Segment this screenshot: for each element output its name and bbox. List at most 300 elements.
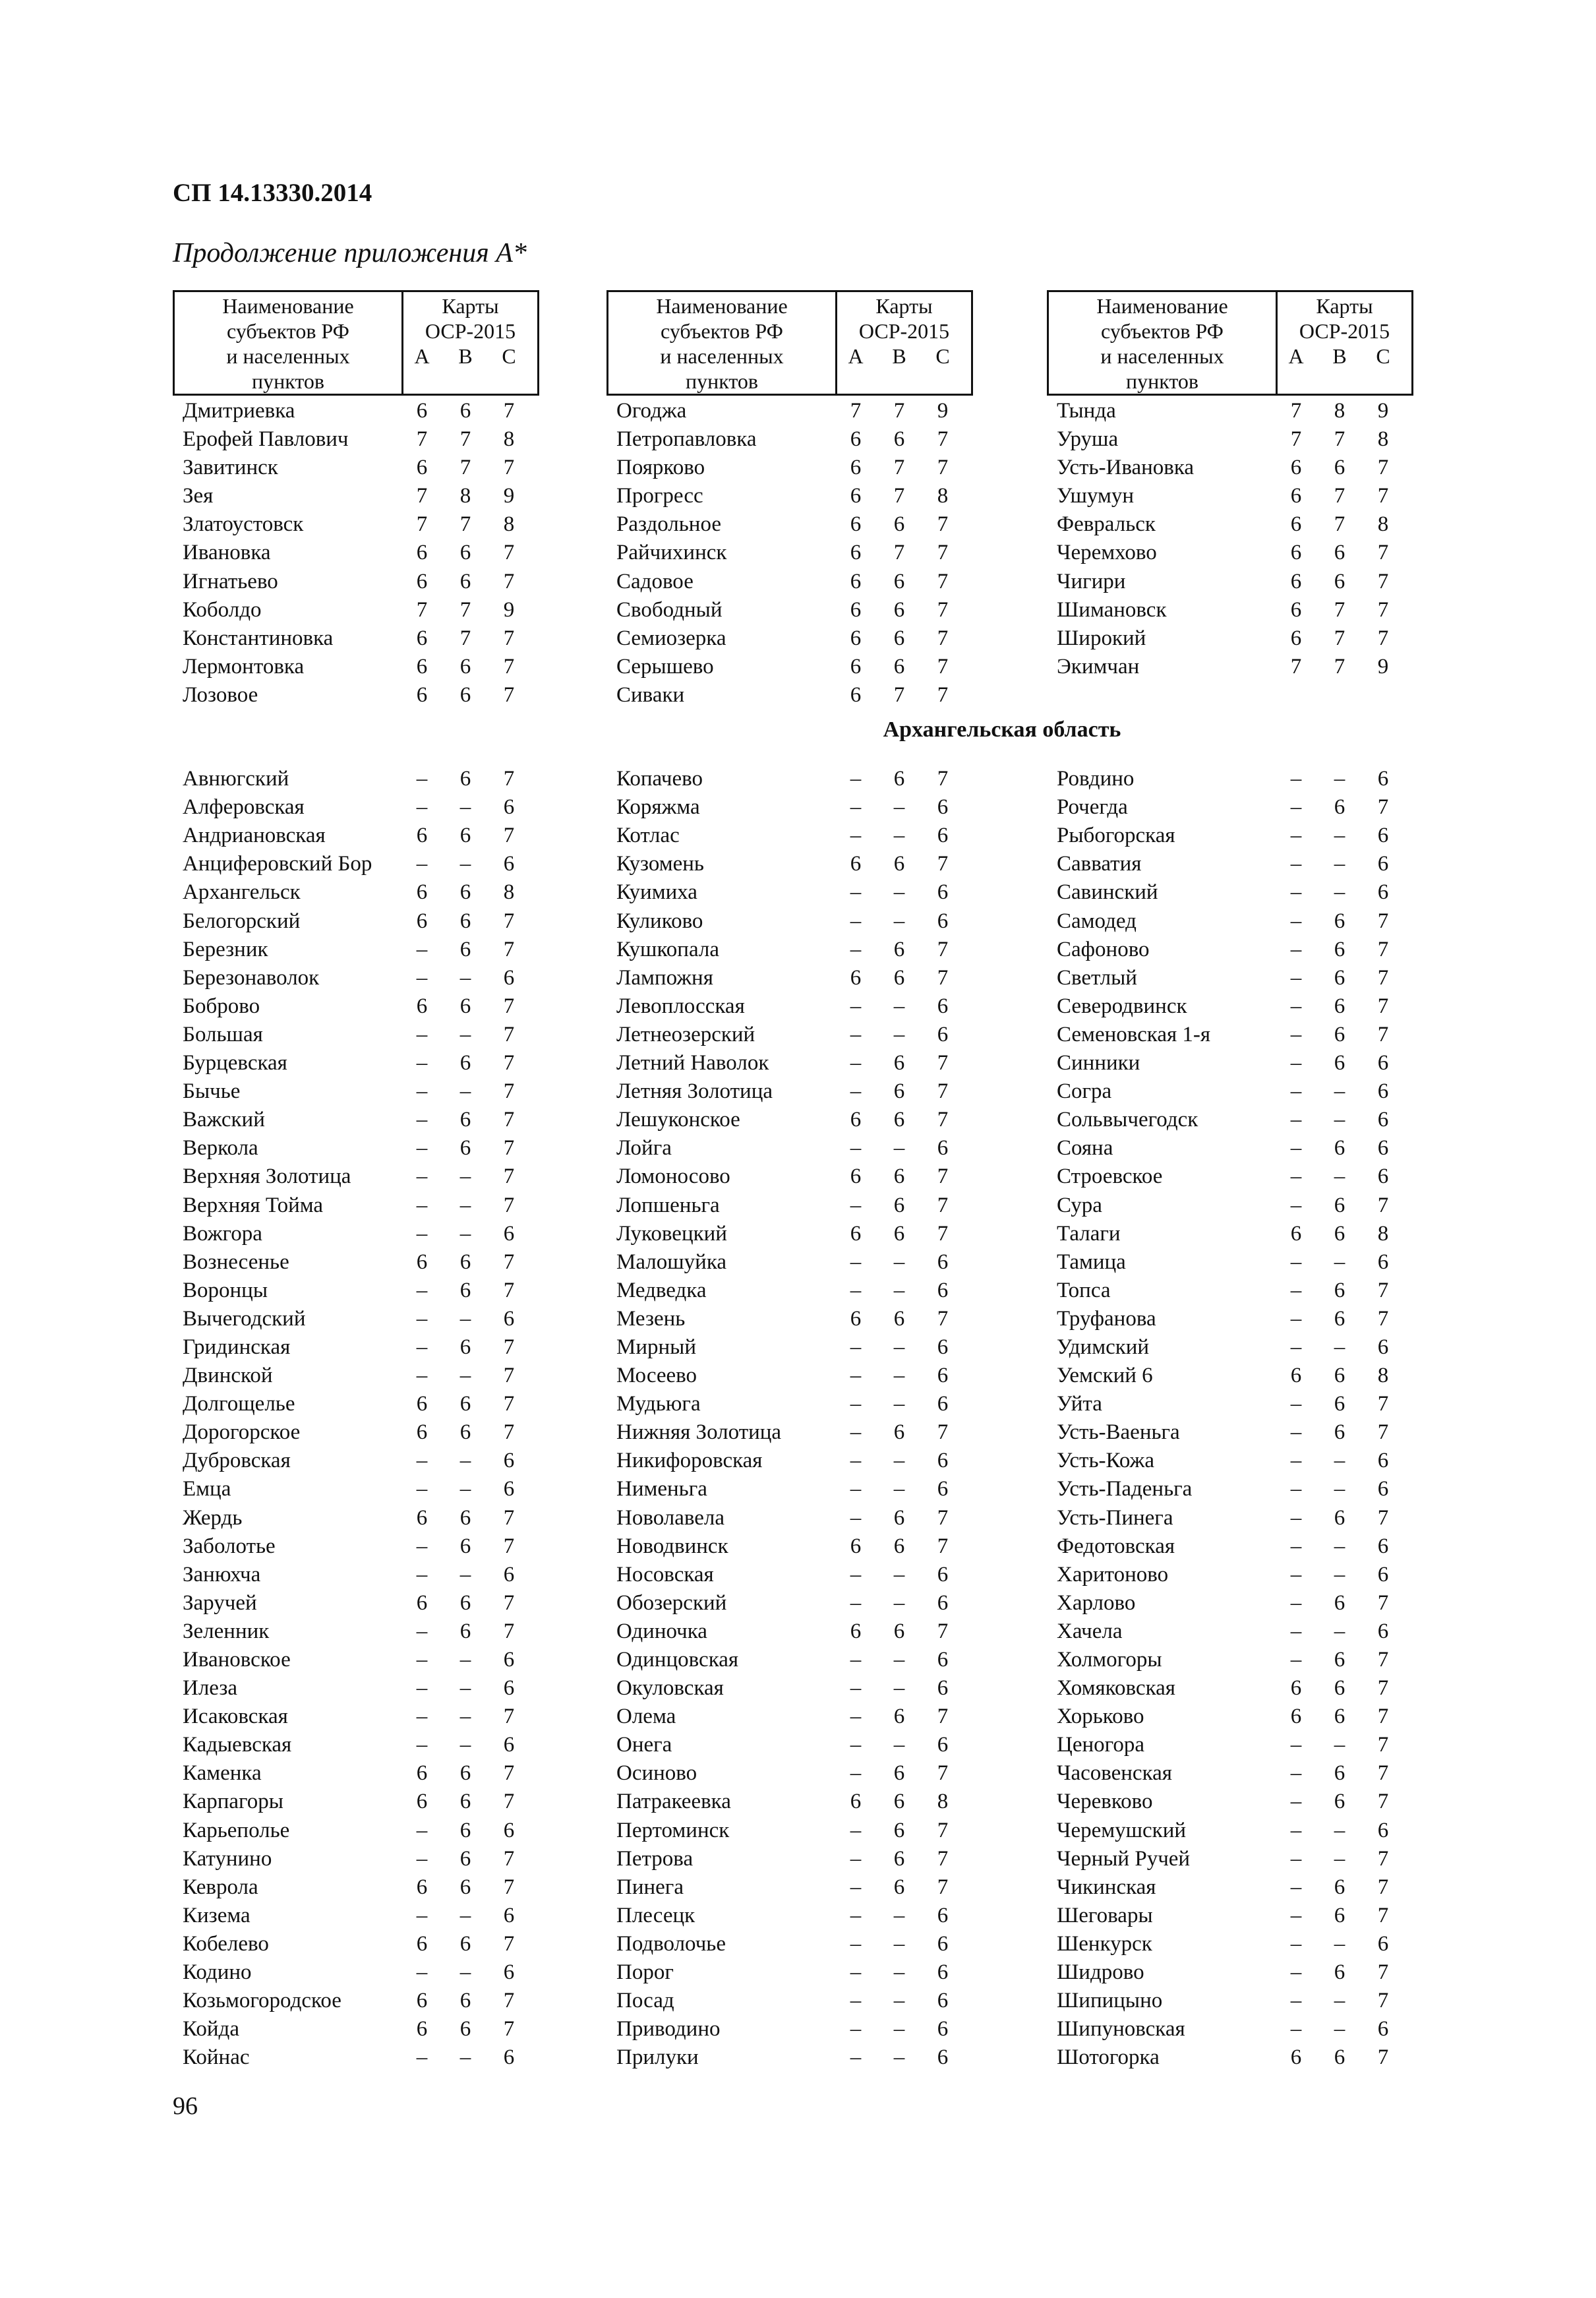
map-c-value: 7 bbox=[503, 1790, 515, 1814]
settlement-name: Коряжма bbox=[616, 795, 700, 820]
map-a-value: – bbox=[416, 2045, 428, 2070]
map-b-value: – bbox=[459, 1364, 471, 1388]
region-heading: Архангельская область bbox=[883, 717, 1121, 742]
map-c-value: 7 bbox=[1377, 1989, 1389, 2013]
map-a-value: 6 bbox=[416, 909, 428, 933]
settlement-name: Посад bbox=[616, 1989, 674, 2013]
settlement-name: Синники bbox=[1057, 1051, 1140, 1075]
map-c-value: 6 bbox=[937, 880, 949, 905]
settlement-name: Шипуновская bbox=[1057, 2017, 1185, 2041]
map-c-value: 9 bbox=[503, 597, 515, 622]
map-b-value: 7 bbox=[1334, 626, 1345, 650]
settlement-name: Тында bbox=[1057, 399, 1116, 423]
settlement-name: Чигири bbox=[1057, 569, 1126, 593]
map-b-value: – bbox=[893, 1335, 905, 1359]
settlement-name: Нименьга bbox=[616, 1477, 707, 1501]
table-row bbox=[1047, 454, 1413, 482]
map-b-value: – bbox=[893, 2045, 905, 2070]
map-a-value: – bbox=[416, 1733, 428, 1757]
settlement-name: Сояна bbox=[1057, 1136, 1113, 1161]
map-b-value: 6 bbox=[1334, 1221, 1345, 1246]
map-c-value: 7 bbox=[937, 1164, 949, 1189]
map-c-value: 7 bbox=[937, 1079, 949, 1104]
map-a-value: – bbox=[1290, 1903, 1302, 1927]
map-b-value: 6 bbox=[1334, 795, 1345, 820]
map-c-value: 8 bbox=[1377, 512, 1389, 537]
map-c-value: 8 bbox=[503, 512, 515, 537]
map-a-value: – bbox=[1290, 937, 1302, 961]
map-a-value: – bbox=[1290, 1477, 1302, 1501]
settlement-name: Февральск bbox=[1057, 512, 1156, 537]
map-c-value: 6 bbox=[937, 1364, 949, 1388]
map-c-value: 7 bbox=[503, 1364, 515, 1388]
map-a-value: – bbox=[850, 1051, 862, 1075]
map-b-value: 6 bbox=[459, 654, 471, 679]
settlement-name: Усть-Пинега bbox=[1057, 1505, 1173, 1530]
map-c-value: 6 bbox=[937, 795, 949, 820]
map-a-value: 6 bbox=[850, 682, 862, 707]
settlement-name: Копачево bbox=[616, 767, 703, 791]
map-c-value: 7 bbox=[503, 1705, 515, 1729]
settlement-name: Удимский bbox=[1057, 1335, 1150, 1359]
settlement-name: Хомяковская bbox=[1057, 1676, 1175, 1701]
map-c-value: 6 bbox=[503, 1562, 515, 1587]
settlement-name: Поярково bbox=[616, 456, 705, 480]
settlement-name: Харлово bbox=[1057, 1590, 1136, 1615]
settlement-name: Северодвинск bbox=[1057, 994, 1187, 1018]
map-a-value: 7 bbox=[850, 399, 862, 423]
settlement-name: Новодвинск bbox=[616, 1534, 728, 1558]
settlement-name: Черевково bbox=[1057, 1790, 1153, 1814]
map-b-value: 6 bbox=[893, 1420, 905, 1445]
map-c-value: 7 bbox=[503, 456, 515, 480]
map-a-value: – bbox=[416, 1364, 428, 1388]
map-b-value: – bbox=[893, 1931, 905, 1956]
settlement-name: Шимановск bbox=[1057, 597, 1167, 622]
map-b-value: 7 bbox=[459, 626, 471, 650]
map-a-value: – bbox=[850, 1193, 862, 1217]
map-a-value: – bbox=[416, 1051, 428, 1075]
map-c-value: 7 bbox=[937, 1619, 949, 1643]
map-a-value: – bbox=[416, 1221, 428, 1246]
map-b-value: – bbox=[459, 1221, 471, 1246]
map-a-value: – bbox=[850, 1733, 862, 1757]
header-maps-cell bbox=[837, 292, 971, 344]
settlement-name: Березник bbox=[183, 937, 268, 961]
map-b-value: – bbox=[459, 1477, 471, 1501]
map-b-value: 6 bbox=[459, 1931, 471, 1956]
map-c-value: 7 bbox=[937, 1875, 949, 1899]
map-a-value: 6 bbox=[850, 484, 862, 508]
settlement-name: Приводино bbox=[616, 2017, 721, 2041]
settlement-name: Емца bbox=[183, 1477, 231, 1501]
map-a-value: – bbox=[850, 795, 862, 820]
settlement-name: Левоплосская bbox=[616, 994, 745, 1018]
settlement-name: Савватия bbox=[1057, 852, 1142, 876]
map-c-value: 7 bbox=[1377, 1648, 1389, 1672]
map-b-value: 6 bbox=[459, 1761, 471, 1786]
map-b-value: 7 bbox=[459, 512, 471, 537]
map-c-value: 7 bbox=[503, 1079, 515, 1104]
map-b-value: – bbox=[1334, 1562, 1345, 1587]
map-b-value: 6 bbox=[893, 1705, 905, 1729]
map-b-value: 6 bbox=[893, 1534, 905, 1558]
map-b-value: 6 bbox=[459, 1534, 471, 1558]
settlement-name: Патракеевка bbox=[616, 1790, 731, 1814]
map-b-value: 6 bbox=[1334, 1364, 1345, 1388]
map-a-value: – bbox=[1290, 965, 1302, 990]
map-c-value: 7 bbox=[1377, 1903, 1389, 1927]
map-b-value: – bbox=[459, 1193, 471, 1217]
rows-before-region bbox=[606, 397, 973, 710]
map-a-value: – bbox=[850, 1931, 862, 1956]
settlement-name: Анциферовский Бор bbox=[183, 852, 372, 876]
settlement-name: Тамица bbox=[1057, 1250, 1126, 1274]
map-a-value: – bbox=[416, 767, 428, 791]
settlement-name: Березонаволок bbox=[183, 965, 320, 990]
map-b-value: – bbox=[893, 880, 905, 905]
settlement-name: Исаковская bbox=[183, 1705, 288, 1729]
map-b-value: 6 bbox=[1334, 1903, 1345, 1927]
header-maps-line: Карты bbox=[1316, 294, 1373, 318]
map-a-value: 6 bbox=[1290, 2045, 1302, 2070]
map-a-value: – bbox=[850, 1449, 862, 1473]
map-b-value: 6 bbox=[893, 1079, 905, 1104]
map-a-value: 6 bbox=[416, 2017, 428, 2041]
settlement-name: Семиозерка bbox=[616, 626, 726, 650]
map-a-value: – bbox=[416, 1960, 428, 1985]
map-c-value: 7 bbox=[1377, 795, 1389, 820]
header-name-line: субъектов РФ bbox=[227, 319, 349, 343]
map-b-value: – bbox=[1334, 1079, 1345, 1104]
map-a-value: – bbox=[416, 1477, 428, 1501]
map-b-value: 6 bbox=[1334, 1960, 1345, 1985]
map-c-value: 7 bbox=[503, 1989, 515, 2013]
map-c-value: 7 bbox=[503, 1875, 515, 1899]
map-b-value: – bbox=[893, 1477, 905, 1501]
map-a-value: – bbox=[416, 1534, 428, 1558]
map-b-value: – bbox=[459, 852, 471, 876]
map-c-value: 7 bbox=[503, 909, 515, 933]
map-a-value: – bbox=[1290, 767, 1302, 791]
map-c-value: 6 bbox=[1377, 1164, 1389, 1189]
settlement-name: Согра bbox=[1057, 1079, 1112, 1104]
map-a-value: 6 bbox=[416, 994, 428, 1018]
map-b-value: 6 bbox=[893, 427, 905, 452]
table-row bbox=[173, 568, 539, 596]
map-c-value: 7 bbox=[1377, 1960, 1389, 1985]
map-a-value: – bbox=[1290, 1989, 1302, 2013]
map-b-value: – bbox=[459, 1648, 471, 1672]
map-b-value: – bbox=[893, 1136, 905, 1161]
map-b-value: – bbox=[1334, 1619, 1345, 1643]
settlement-name: Лопшеньга bbox=[616, 1193, 720, 1217]
settlement-name: Усть-Ивановка bbox=[1057, 456, 1195, 480]
map-a-value: 6 bbox=[416, 456, 428, 480]
map-a-value: – bbox=[416, 1619, 428, 1643]
settlement-name: Талаги bbox=[1057, 1221, 1121, 1246]
map-c-value: 6 bbox=[937, 1733, 949, 1757]
map-c-value: 7 bbox=[937, 1221, 949, 1246]
settlement-name: Заручей bbox=[183, 1590, 257, 1615]
settlement-name: Вознесенье bbox=[183, 1250, 289, 1274]
map-a-value: 6 bbox=[416, 824, 428, 848]
map-c-value: 7 bbox=[937, 456, 949, 480]
map-c-value: 6 bbox=[503, 795, 515, 820]
map-b-value: – bbox=[893, 1590, 905, 1615]
map-a-value: 6 bbox=[850, 1534, 862, 1558]
settlement-name: Ерофей Павлович bbox=[183, 427, 349, 452]
map-c-value: 7 bbox=[503, 2017, 515, 2041]
map-b-value: 6 bbox=[893, 1875, 905, 1899]
settlement-name: Карпагоры bbox=[183, 1790, 283, 1814]
map-b-value: – bbox=[459, 1306, 471, 1331]
table-row bbox=[606, 653, 973, 681]
settlement-name: Порог bbox=[616, 1960, 674, 1985]
table-row bbox=[173, 425, 539, 454]
map-a-value: – bbox=[1290, 1250, 1302, 1274]
map-a-value: – bbox=[416, 1846, 428, 1871]
map-b-value: – bbox=[1334, 1931, 1345, 1956]
header-name-line: пунктов bbox=[685, 369, 759, 393]
settlement-name: Серышево bbox=[616, 654, 714, 679]
map-c-value: 7 bbox=[503, 1022, 515, 1046]
map-b-value: – bbox=[1334, 1164, 1345, 1189]
map-c-value: 7 bbox=[937, 597, 949, 622]
map-c-value: 7 bbox=[937, 512, 949, 537]
map-b-value: 6 bbox=[893, 654, 905, 679]
map-b-value: – bbox=[893, 1648, 905, 1672]
map-c-value: 6 bbox=[1377, 1534, 1389, 1558]
map-b-value: 6 bbox=[893, 1051, 905, 1075]
settlement-name: Ушумун bbox=[1057, 484, 1134, 508]
map-b-value: – bbox=[893, 1449, 905, 1473]
map-a-value: 6 bbox=[850, 569, 862, 593]
table-row bbox=[606, 681, 973, 710]
map-c-value: 6 bbox=[937, 2017, 949, 2041]
map-c-value: 7 bbox=[503, 937, 515, 961]
table-row bbox=[1047, 596, 1413, 624]
settlement-name: Онега bbox=[616, 1733, 672, 1757]
map-c-value: 8 bbox=[937, 1790, 949, 1814]
settlement-name: Вожгора bbox=[183, 1221, 262, 1246]
map-a-value: – bbox=[1290, 1420, 1302, 1445]
map-c-value: 7 bbox=[937, 682, 949, 707]
rows-before-region bbox=[173, 397, 539, 710]
map-a-value: – bbox=[416, 1079, 428, 1104]
map-a-value: – bbox=[1290, 1335, 1302, 1359]
map-a-value: – bbox=[1290, 1193, 1302, 1217]
map-b-value: 7 bbox=[1334, 427, 1345, 452]
map-c-value: 7 bbox=[503, 682, 515, 707]
map-b-value: 7 bbox=[459, 427, 471, 452]
map-b-value: – bbox=[459, 1676, 471, 1701]
settlement-name: Чикинская bbox=[1057, 1875, 1156, 1899]
map-c-value: 6 bbox=[937, 994, 949, 1018]
map-b-value: – bbox=[1334, 852, 1345, 876]
header-maps-cell bbox=[403, 292, 537, 344]
map-c-value: 6 bbox=[1377, 1051, 1389, 1075]
settlement-name: Койнас bbox=[183, 2045, 250, 2070]
map-c-value: 7 bbox=[1377, 1875, 1389, 1899]
map-a-value: 6 bbox=[416, 399, 428, 423]
map-a-value: – bbox=[416, 937, 428, 961]
map-a-value: 6 bbox=[1290, 1364, 1302, 1388]
map-c-value: 7 bbox=[937, 1051, 949, 1075]
map-c-value: 6 bbox=[503, 1648, 515, 1672]
settlement-name: Котлас bbox=[616, 824, 680, 848]
map-c-value: 7 bbox=[937, 1193, 949, 1217]
map-b-value: 6 bbox=[459, 1278, 471, 1302]
table-row bbox=[173, 510, 539, 539]
map-b-value: – bbox=[893, 1562, 905, 1587]
map-c-value: 7 bbox=[1377, 1733, 1389, 1757]
map-a-value: – bbox=[850, 1136, 862, 1161]
map-c-value: 7 bbox=[1377, 1590, 1389, 1615]
settlement-name: Широкий bbox=[1057, 626, 1146, 650]
map-c-value: 7 bbox=[503, 1136, 515, 1161]
map-b-value: 6 bbox=[1334, 1705, 1345, 1729]
map-b-value: 6 bbox=[893, 1790, 905, 1814]
map-b-value: 6 bbox=[459, 1875, 471, 1899]
settlement-name: Самодед bbox=[1057, 909, 1137, 933]
settlement-name: Алферовская bbox=[183, 795, 305, 820]
map-c-value: 6 bbox=[1377, 2017, 1389, 2041]
map-c-value: 6 bbox=[937, 1590, 949, 1615]
map-c-value: 7 bbox=[937, 626, 949, 650]
settlement-name: Рыбогорская bbox=[1057, 824, 1175, 848]
map-b-value: 6 bbox=[1334, 909, 1345, 933]
map-c-value: 6 bbox=[937, 1931, 949, 1956]
map-a-value: – bbox=[850, 1960, 862, 1985]
table-row bbox=[606, 425, 973, 454]
header-name-line: Наименование bbox=[1096, 294, 1228, 318]
map-c-value: 8 bbox=[503, 427, 515, 452]
table-row bbox=[173, 454, 539, 482]
map-a-value: – bbox=[850, 1562, 862, 1587]
map-c-value: 7 bbox=[503, 1051, 515, 1075]
map-a-value: – bbox=[850, 2045, 862, 2070]
table-row bbox=[1047, 624, 1413, 653]
map-c-value: 7 bbox=[503, 1193, 515, 1217]
map-a-value: 7 bbox=[416, 427, 428, 452]
map-c-value: 8 bbox=[1377, 1364, 1389, 1388]
map-a-value: – bbox=[850, 767, 862, 791]
map-a-value: 6 bbox=[850, 541, 862, 565]
map-c-value: 6 bbox=[503, 852, 515, 876]
map-c-value: 7 bbox=[1377, 1790, 1389, 1814]
map-b-value: 6 bbox=[1334, 1022, 1345, 1046]
map-c-value: 7 bbox=[503, 1335, 515, 1359]
table-row bbox=[1047, 425, 1413, 454]
map-b-value: – bbox=[1334, 880, 1345, 905]
map-b-value: 6 bbox=[459, 1392, 471, 1416]
header-name-line: субъектов РФ bbox=[661, 319, 783, 343]
map-c-value: 6 bbox=[937, 1392, 949, 1416]
map-b-value: 6 bbox=[893, 569, 905, 593]
map-c-value: 7 bbox=[503, 1278, 515, 1302]
map-c-value: 7 bbox=[503, 1761, 515, 1786]
settlement-name: Окуловская bbox=[616, 1676, 724, 1701]
map-a-value: – bbox=[416, 1306, 428, 1331]
map-a-value: – bbox=[1290, 1790, 1302, 1814]
settlement-name: Черемушский bbox=[1057, 1818, 1187, 1842]
map-c-value: 6 bbox=[1377, 1250, 1389, 1274]
map-b-value: – bbox=[1334, 1534, 1345, 1558]
map-b-value: – bbox=[1334, 767, 1345, 791]
header-col-b: B bbox=[892, 344, 906, 368]
settlement-name: Рочегда bbox=[1057, 795, 1128, 820]
header-name-cell bbox=[175, 292, 403, 395]
map-c-value: 6 bbox=[503, 1221, 515, 1246]
map-c-value: 8 bbox=[1377, 427, 1389, 452]
map-b-value: 8 bbox=[459, 484, 471, 508]
map-c-value: 7 bbox=[1377, 597, 1389, 622]
map-c-value: 7 bbox=[503, 824, 515, 848]
map-b-value: 6 bbox=[1334, 569, 1345, 593]
table-column-3 bbox=[1047, 290, 1413, 2070]
map-c-value: 7 bbox=[503, 994, 515, 1018]
map-c-value: 7 bbox=[503, 767, 515, 791]
map-b-value: 6 bbox=[893, 1619, 905, 1643]
map-a-value: 6 bbox=[850, 1619, 862, 1643]
map-c-value: 7 bbox=[503, 569, 515, 593]
map-a-value: 6 bbox=[416, 1392, 428, 1416]
map-a-value: – bbox=[1290, 994, 1302, 1018]
map-b-value: 6 bbox=[1334, 1193, 1345, 1217]
map-c-value: 6 bbox=[937, 824, 949, 848]
map-b-value: – bbox=[459, 1449, 471, 1473]
map-b-value: 6 bbox=[893, 626, 905, 650]
header-name-line: пунктов bbox=[1125, 369, 1199, 393]
settlement-name: Ровдино bbox=[1057, 767, 1135, 791]
map-a-value: 6 bbox=[850, 512, 862, 537]
map-a-value: – bbox=[1290, 1306, 1302, 1331]
map-c-value: 6 bbox=[1377, 1931, 1389, 1956]
map-b-value: 6 bbox=[893, 1818, 905, 1842]
map-a-value: – bbox=[416, 795, 428, 820]
settlement-name: Лермонтовка bbox=[183, 654, 305, 679]
map-b-value: 7 bbox=[893, 456, 905, 480]
settlement-name: Никифоровская bbox=[616, 1449, 763, 1473]
settlement-name: Бурцевская bbox=[183, 1051, 287, 1075]
map-a-value: 7 bbox=[1290, 654, 1302, 679]
map-c-value: 6 bbox=[1377, 1136, 1389, 1161]
map-b-value: 6 bbox=[893, 1164, 905, 1189]
map-a-value: 6 bbox=[1290, 626, 1302, 650]
settlement-name: Катунино bbox=[183, 1846, 272, 1871]
map-b-value: – bbox=[1334, 1989, 1345, 2013]
settlement-name: Подволочье bbox=[616, 1931, 726, 1956]
header-col-a: A bbox=[848, 344, 864, 368]
map-c-value: 7 bbox=[1377, 569, 1389, 593]
map-a-value: 6 bbox=[1290, 1705, 1302, 1729]
map-c-value: 7 bbox=[1377, 1761, 1389, 1786]
map-c-value: 7 bbox=[1377, 456, 1389, 480]
map-b-value: 6 bbox=[459, 399, 471, 423]
table-column-2 bbox=[606, 290, 973, 2070]
settlement-name: Дорогорское bbox=[183, 1420, 301, 1445]
map-b-value: 6 bbox=[1334, 1136, 1345, 1161]
map-b-value: – bbox=[893, 795, 905, 820]
map-a-value: 6 bbox=[416, 1590, 428, 1615]
map-b-value: 6 bbox=[459, 1619, 471, 1643]
settlement-name: Пертоминск bbox=[616, 1818, 730, 1842]
map-a-value: 6 bbox=[416, 1420, 428, 1445]
map-a-value: – bbox=[1290, 1164, 1302, 1189]
settlement-name: Каменка bbox=[183, 1761, 262, 1786]
map-a-value: – bbox=[1290, 1392, 1302, 1416]
